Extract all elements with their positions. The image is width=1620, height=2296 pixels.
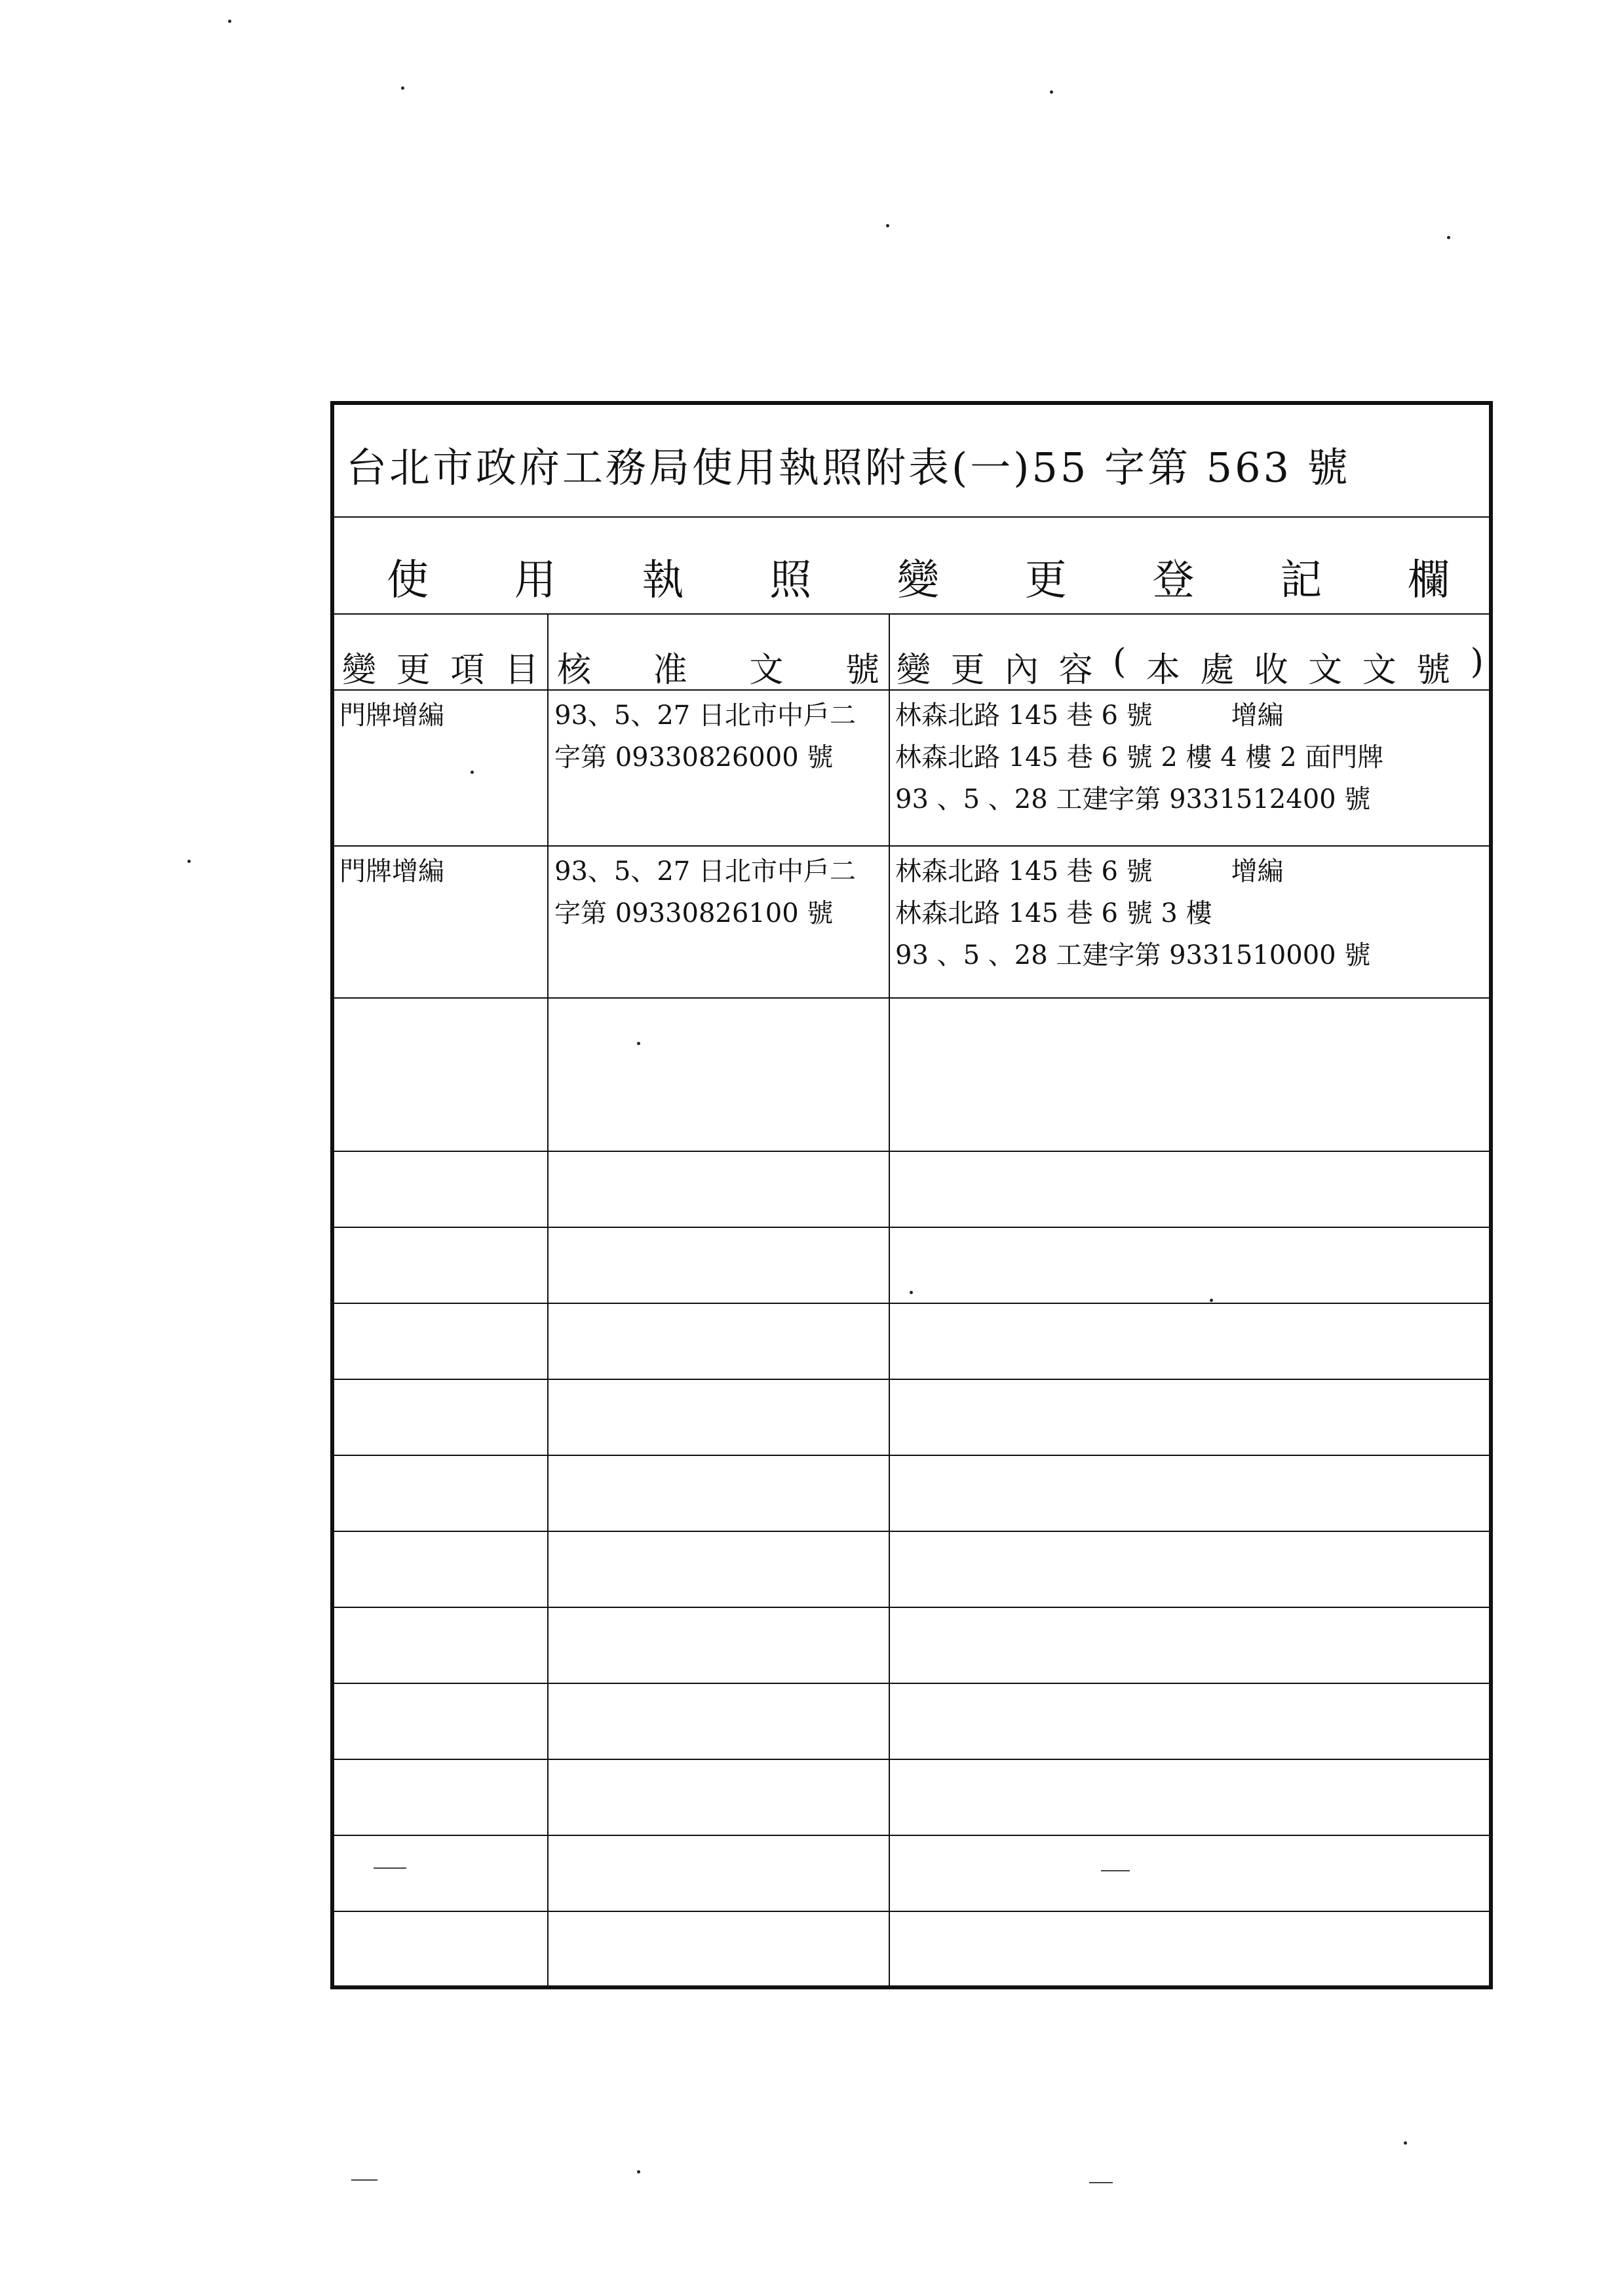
entry-change-content	[895, 851, 1370, 976]
heading-char: 更	[1024, 556, 1067, 605]
header-char: 變	[897, 651, 931, 690]
license-attachment-table	[330, 401, 1493, 1989]
content-action: 增編	[1231, 700, 1284, 731]
scan-dash	[1101, 1870, 1130, 1871]
scan-dash	[351, 2179, 377, 2181]
header-char: 核	[557, 651, 592, 690]
header-char: 變	[342, 651, 377, 690]
section-heading	[387, 546, 1450, 607]
scan-speck	[1210, 1299, 1213, 1302]
scan-speck	[1404, 2141, 1407, 2145]
scan-speck	[471, 771, 474, 774]
approval-line: 字第 09330826100 號	[554, 898, 834, 928]
approval-line: 93、5、27 日北市中戶二	[554, 856, 856, 887]
header-char: 更	[396, 651, 431, 690]
content-line	[895, 851, 1370, 892]
heading-row	[334, 518, 1489, 615]
entry-approval-number	[554, 695, 856, 778]
content-line: 93 、5 、28 工建字第 9331512400 號	[895, 784, 1371, 814]
entry-approval-number	[554, 851, 856, 934]
row-divider	[334, 845, 1489, 847]
column-header-change-item	[342, 642, 539, 691]
scan-speck	[1447, 236, 1450, 239]
scan-speck	[1050, 90, 1053, 94]
heading-char: 記	[1280, 556, 1322, 605]
row-divider	[334, 1455, 1489, 1456]
row-divider	[334, 1911, 1489, 1912]
header-char: 容	[1058, 651, 1093, 690]
row-divider	[334, 1835, 1489, 1836]
scan-speck	[187, 860, 191, 863]
content-line: 林森北路 145 巷 6 號 3 樓	[895, 898, 1212, 928]
approval-line: 93、5、27 日北市中戶二	[554, 700, 856, 731]
row-divider	[334, 997, 1489, 999]
scan-speck	[228, 20, 231, 23]
content-action: 增編	[1231, 856, 1284, 887]
row-divider	[334, 1531, 1489, 1532]
column-header-approval-number	[557, 642, 879, 691]
header-char: 文	[749, 651, 784, 690]
heading-char: 用	[514, 556, 556, 605]
heading-char: 欄	[1408, 556, 1450, 605]
entry-change-item: 門牌增編	[339, 856, 444, 887]
header-char: 號	[845, 651, 879, 690]
scan-speck	[401, 86, 404, 90]
scan-speck	[637, 2170, 640, 2173]
header-char: 更	[950, 651, 985, 690]
registration-grid	[334, 615, 1489, 1989]
entry-change-content	[895, 695, 1383, 820]
header-char: 項	[450, 651, 485, 690]
scan-dash	[1089, 2182, 1113, 2183]
header-char: )	[1470, 642, 1484, 681]
scan-speck	[886, 224, 889, 227]
column-divider	[547, 615, 549, 1989]
header-char: 內	[1004, 651, 1039, 690]
row-divider	[334, 1151, 1489, 1152]
heading-char: 登	[1152, 556, 1195, 605]
heading-char: 使	[387, 556, 429, 605]
header-char: (	[1112, 642, 1127, 681]
approval-line: 字第 09330826000 號	[554, 742, 834, 773]
content-address: 林森北路 145 巷 6 號	[895, 700, 1153, 731]
row-divider	[334, 1303, 1489, 1304]
scan-dash	[374, 1867, 406, 1869]
column-header-change-content	[897, 642, 1484, 691]
header-char: 文	[1362, 651, 1397, 690]
heading-char: 照	[769, 556, 812, 605]
header-char: 號	[1416, 651, 1451, 690]
row-divider	[334, 1607, 1489, 1608]
entry-change-item: 門牌增編	[339, 700, 444, 731]
title-row	[334, 405, 1489, 518]
row-divider	[334, 1759, 1489, 1760]
heading-char: 變	[897, 556, 939, 605]
header-char: 目	[504, 651, 539, 690]
content-line: 林森北路 145 巷 6 號 2 樓 4 樓 2 面門牌	[895, 742, 1384, 773]
row-divider	[334, 1683, 1489, 1684]
scan-speck	[637, 1042, 640, 1045]
document-title: 台北市政府工務局使用執照附表(一)55 字第 563 號	[346, 444, 1351, 491]
header-char: 本	[1146, 651, 1180, 690]
header-char: 准	[653, 651, 687, 690]
content-line	[895, 695, 1383, 737]
content-address: 林森北路 145 巷 6 號	[895, 856, 1153, 887]
content-line: 93 、5 、28 工建字第 9331510000 號	[895, 940, 1371, 970]
heading-char: 執	[642, 556, 684, 605]
header-char: 文	[1308, 651, 1343, 690]
header-char: 處	[1200, 651, 1235, 690]
row-divider	[334, 1379, 1489, 1380]
column-divider	[889, 615, 890, 1989]
row-divider	[334, 1227, 1489, 1228]
header-char: 收	[1254, 651, 1288, 690]
scan-speck	[910, 1291, 913, 1294]
